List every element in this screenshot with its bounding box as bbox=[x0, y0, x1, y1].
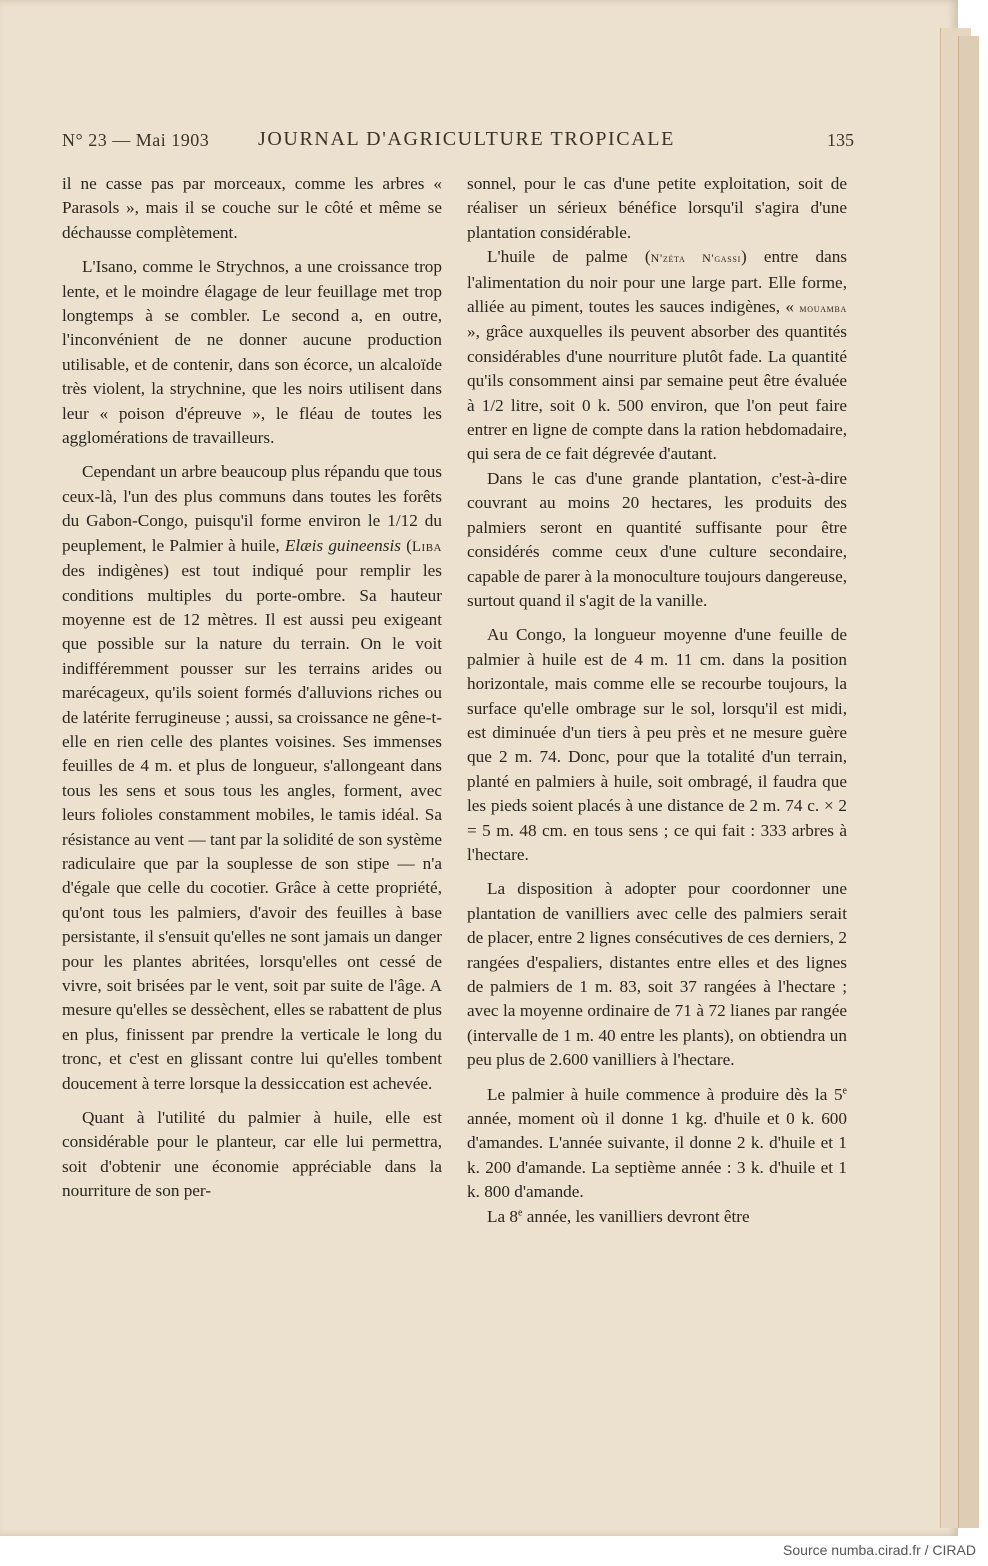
species-name: Elæis guineensis bbox=[284, 535, 401, 555]
paragraph: il ne casse pas par morceaux, comme les arbres « Parasols », mais il se couche sur le côté et même se déchausse complètement. bbox=[62, 174, 442, 242]
paragraph: La 8e année, les vanilliers devront être bbox=[487, 1206, 750, 1226]
paragraph: Quant à l'utilité du palmier à huile, elle est considérable pour le planteur, car elle lui permettra, soit d'obtenir une économie appréciable dans la nourriture de son per- bbox=[62, 1108, 442, 1201]
paragraph: L'huile de palme (N'zéta N'gassi) entre dans l'alimentation du noir pour une large part. Elle forme, alliée au piment, toutes les sauces indigènes, « mouamba », grâce auxquelles ils peuvent absorber des quantités considérables d'une nourriture plutôt fade. La quantité qu'ils consomment ainsi par semaine peut être évaluée à 1/2 litre, soit 0 k. 500 environ, que l'on peut faire entrer en ligne de compte dans la ration hebdomadaire, qui sera de ce fait dégrevée d'autant. bbox=[467, 247, 847, 464]
right-column bbox=[467, 172, 847, 1229]
page-number: 135 bbox=[827, 130, 854, 150]
indigenous-name: Liba bbox=[411, 538, 442, 555]
running-header bbox=[62, 128, 854, 158]
indigenous-name: N'zéta N'gassi bbox=[650, 251, 741, 266]
paragraph: Au Congo, la longueur moyenne d'une feuille de palmier à huile est de 4 m. 11 cm. dans la position horizontale, mais comme elle se recourbe toujours, la surface qu'elle ombrage sur le sol, lorsqu'il est midi, est diminuée d'un tiers à peu près et ne mesure guère que 2 m. 74. Donc, pour que la totalité d'un terrain, planté en palmiers à huile, soit ombragé, il faudra que les pieds soient placés à une distance de 2 m. 74 c. × 2 = 5 m. 48 cm. en tous sens ; ce qui fait : 333 arbres à l'hectare. bbox=[467, 625, 847, 864]
indigenous-name: mouamba bbox=[799, 301, 847, 316]
paragraph: Cependant un arbre beaucoup plus répandu que tous ceux-là, l'un des plus communs dans toutes les forêts du Gabon-Congo, puisqu'il forme environ le 1/12 du peuplement, le Palmier à huile, Elæis guineensis (Liba des indigènes) est tout indiqué pour remplir les conditions multiples du porte-ombre. Sa hauteur moyenne est de 12 mètres. Il est aussi peu exigeant que possible sur la nature du terrain. On le voit indifféremment pousser sur les terrains arides ou marécageux, qu'ils soient formés d'alluvions riches ou de latérite ferrugineuse ; aussi, sa croissance ne gêne-t-elle en rien celle des plantes voisines. Ses immenses feuilles de 4 m. et plus de longueur, s'allongeant dans tous les sens et sous tous les angles, forment, avec leurs folioles constamment mobiles, le tamis idéal. Sa résistance au vent — tant par la solidité de son système radiculaire que par la souplesse de son stipe — n'a d'égale que celle du cocotier. Grâce à cette propriété, qu'ont tous les palmiers, d'avoir des feuilles à base persistante, il s'ensuit qu'elles ne sont jamais un danger pour les plantes abritées, lorsqu'elles ont cessé de vivre, soit brisées par le vent, soit par suite de l'âge. A mesure qu'elles se dessèchent, elles se rabattent de plus en plus, finissent par prendre la verticale le long du tronc, et c'est en glissant contre lui qu'elles tombent doucement à terre lorsque la dessiccation est achevée. bbox=[62, 462, 442, 1093]
paragraph: Dans le cas d'une grande plantation, c'est-à-dire couvrant au moins 20 hectares, les produits des palmiers seront en quantité suffisante pour être considérés comme ceux d'une culture secondaire, capable de parer à la monoculture toujours dangereuse, surtout quand il s'agit de la vanille. bbox=[467, 468, 847, 610]
page-edge-back bbox=[958, 36, 979, 1528]
paragraph: La disposition à adopter pour coordonner une plantation de vanilliers avec celle des palmiers serait de placer, entre 2 lignes consécutives de ces derniers, 2 rangées d'espaliers, distantes entre elles et des lignes de palmiers de 1 m. 83, soit 37 rangées à l'hectare ; avec la moyenne ordinaire de 71 à 72 lianes par rangée (intervalle de 1 m. 40 entre les plants), on obtiendra un peu plus de 2.600 vanilliers à l'hectare. bbox=[467, 879, 847, 1070]
paragraph: sonnel, pour le cas d'une petite exploitation, soit de réaliser un sérieux bénéfice lorsqu'il s'agira d'une plantation considérable. bbox=[467, 174, 847, 242]
source-credit: Source numba.cirad.fr / CIRAD bbox=[783, 1542, 976, 1558]
issue-date: N° 23 — Mai 1903 bbox=[62, 130, 210, 150]
journal-title: JOURNAL D'AGRICULTURE TROPICALE bbox=[258, 128, 675, 150]
paragraph: L'Isano, comme le Strychnos, a une croissance trop lente, et le moindre élagage de leur feuillage met trop longtemps à se combler. Le second a, en outre, l'inconvénient de ne donner aucune production utilisable, et de contenir, dans son écorce, un alcaloïde très violent, la strychnine, que les noirs utilisent dans leur « poison d'épreuve », le fléau de toutes les agglomérations de travailleurs. bbox=[62, 257, 442, 448]
left-column bbox=[62, 172, 442, 1204]
paragraph: Le palmier à huile commence à produire dès la 5e année, moment où il donne 1 kg. d'huile et 0 k. 600 d'amandes. L'année suivante, il donne 2 k. d'huile et 1 k. 200 d'amande. La septième année : 3 k. d'huile et 1 k. 800 d'amande. bbox=[467, 1084, 847, 1202]
